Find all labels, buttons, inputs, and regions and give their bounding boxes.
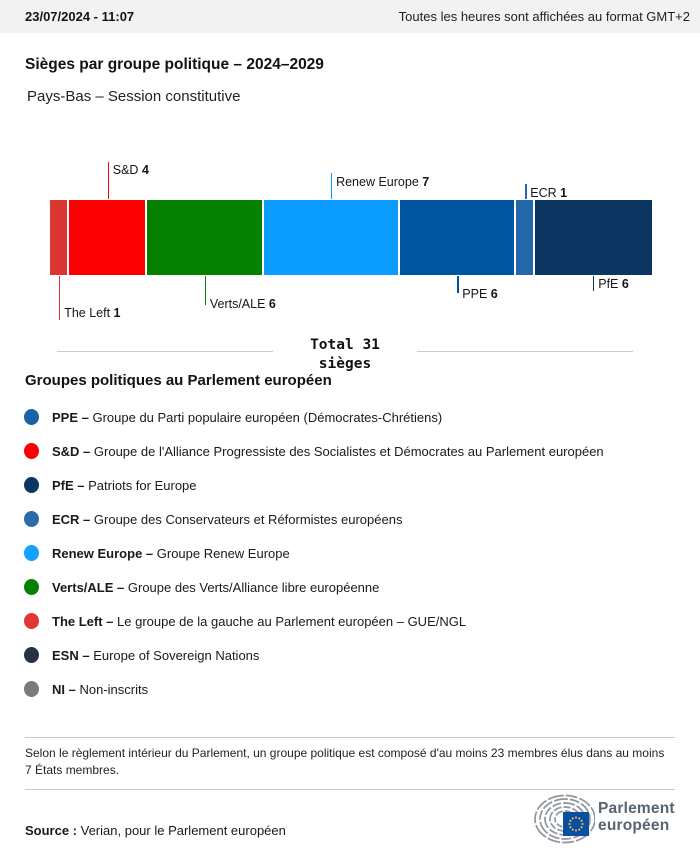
callout-line-verts-ale [205, 276, 207, 305]
legend-item-esn [24, 638, 684, 672]
bar-segment-pfe[interactable] [535, 200, 652, 275]
legend-item-pfe [24, 468, 684, 502]
footer-divider-top [25, 737, 675, 738]
legend-text: S&D – Groupe de l'Alliance Progressiste des Socialistes et Démocrates au Parlement européen [52, 443, 604, 459]
legend-dot-ppe [24, 409, 39, 425]
callout-label-the-left: The Left 1 [64, 306, 121, 320]
callout-label-ecr: ECR 1 [530, 186, 568, 200]
callout-line-ecr [525, 184, 527, 199]
callout-line-renew-europe [331, 173, 333, 199]
bar-segment-the-left[interactable] [50, 200, 67, 275]
ep-hemicycle-icon [525, 792, 595, 844]
legend-item-ecr [24, 502, 684, 536]
total-divider-left [57, 351, 273, 352]
bar-segment-verts-ale[interactable] [147, 200, 262, 275]
callout-line-the-left [59, 276, 61, 320]
logo-wordmark-line1: Parlement [598, 800, 675, 817]
legend-item-ni [24, 672, 684, 706]
logo-wordmark-line2: européen [598, 816, 670, 834]
legend-text: PfE – Patriots for Europe [52, 477, 197, 493]
bar-segment-ecr[interactable] [516, 200, 533, 275]
source-label: Source : [25, 823, 78, 838]
legend-list [24, 400, 684, 706]
callout-line-pfe [593, 276, 595, 291]
total-divider-right [417, 351, 633, 352]
legend-item-the-left [24, 604, 684, 638]
legend-text: ECR – Groupe des Conservateurs et Réformistes européens [52, 511, 403, 527]
source-text: Verian, pour le Parlement européen [77, 823, 286, 838]
legend-dot-s-d [24, 443, 39, 459]
callout-label-pfe: PfE 6 [598, 277, 629, 291]
rules-note: Selon le règlement intérieur du Parlement, un groupe politique est composé d'au moins 23 membres élus dans au moins 7 États membres. [25, 746, 665, 777]
total-seats-line2: sièges [318, 356, 372, 372]
legend-text: ESN – Europe of Sovereign Nations [52, 647, 260, 663]
bar-segment-ppe[interactable] [400, 200, 515, 275]
callout-line-ppe [457, 276, 459, 293]
page-subtitle: Pays-Bas – Session constitutive [27, 88, 241, 105]
total-seats-line1: Total 31 [310, 337, 380, 353]
legend-item-renew-europe [24, 536, 684, 570]
legend-text: PPE – Groupe du Parti populaire européen (Démocrates-Chrétiens) [52, 409, 443, 425]
legend-text: Verts/ALE – Groupe des Verts/Alliance libre européenne [52, 579, 380, 595]
legend-dot-the-left [24, 613, 39, 629]
legend-heading: Groupes politiques au Parlement européen [25, 372, 332, 389]
callout-label-ppe: PPE 6 [462, 287, 498, 301]
legend-item-ppe [24, 400, 684, 434]
callout-line-s-d [108, 162, 110, 199]
callout-label-verts-ale: Verts/ALE 6 [209, 297, 276, 311]
legend-dot-verts-ale [24, 579, 39, 595]
legend-text: Renew Europe – Groupe Renew Europe [52, 545, 290, 561]
legend-text: NI – Non-inscrits [52, 681, 149, 697]
callout-label-s-d: S&D 4 [112, 163, 149, 177]
legend-dot-esn [24, 647, 39, 663]
legend-dot-ni [24, 681, 39, 697]
source-line [25, 823, 286, 838]
european-parliament-logo[interactable] [525, 792, 695, 844]
header-timezone-note: Toutes les heures sont affichées au format GMT+2 [398, 9, 690, 24]
legend-text: The Left – Le groupe de la gauche au Parlement européen – GUE/NGL [52, 613, 467, 629]
legend-item-s-d [24, 434, 684, 468]
legend-item-verts-ale [24, 570, 684, 604]
legend-dot-renew-europe [24, 545, 39, 561]
footer-divider-bottom [25, 789, 675, 790]
total-seats-label [275, 336, 415, 374]
logo-wordmark [598, 801, 675, 834]
bar-segment-renew-europe[interactable] [264, 200, 398, 275]
eu-flag-icon [563, 812, 589, 836]
page-title: Sièges par groupe politique – 2024–2029 [25, 56, 324, 73]
legend-dot-ecr [24, 511, 39, 527]
bar-segment-s-d[interactable] [69, 200, 145, 275]
callout-label-renew-europe: Renew Europe 7 [336, 175, 430, 189]
header-datetime: 23/07/2024 - 11:07 [25, 9, 135, 24]
legend-dot-pfe [24, 477, 39, 493]
